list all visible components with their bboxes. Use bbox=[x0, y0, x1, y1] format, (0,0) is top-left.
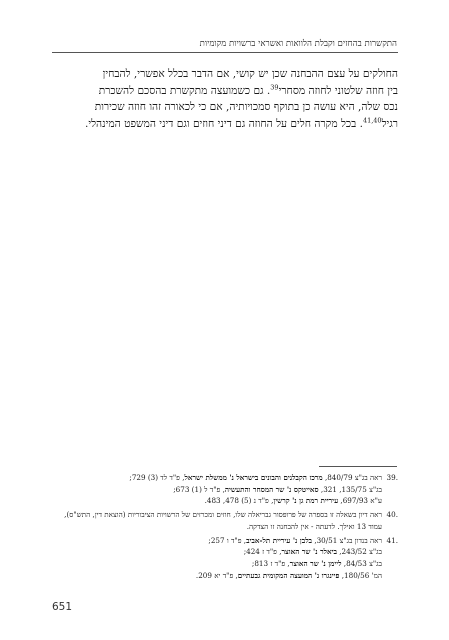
footnote-body bbox=[52, 535, 382, 582]
footnotes-section bbox=[52, 472, 398, 583]
page-number: 651 bbox=[52, 601, 73, 613]
footnote-number: .40 bbox=[386, 510, 398, 520]
citation-text: בג"צ 135/75, 321, bbox=[318, 484, 382, 494]
case-name: סאייטקס נ' שר המסחר והתעשיה bbox=[224, 484, 319, 494]
footnote-line: ראה דיון בשאלה זו בספרה של פרופסור גבריאלה שלו, חוזים ומכרזים של הרשויות הציבוריות (הוצאת דין, התש"ס), עמוד 13 ואילך. לדעתה - אין להבחנה זו הצדקה. bbox=[64, 510, 382, 531]
citation-text: בג"צ 84/53, bbox=[341, 558, 382, 568]
citation-text: , פ"ד נ (5) 478, 483. bbox=[204, 496, 274, 506]
footnote-ref-39: 39 bbox=[270, 83, 279, 92]
body-line-4-text: רגיל bbox=[381, 117, 398, 130]
case-name: ליימן נ' שר האוצר bbox=[289, 558, 342, 568]
citation-text: , פ"ד ל (1) 673; bbox=[173, 484, 225, 494]
footnote-41 bbox=[52, 535, 398, 582]
case-name: עיריית רמת גן נ' קרשין bbox=[273, 496, 339, 506]
citation-text: , פ"ד ז 424; bbox=[243, 547, 282, 557]
case-name: בלבן נ' עיריית תל-אביב bbox=[246, 535, 313, 545]
footnote-line bbox=[52, 495, 382, 507]
citation-text: ע"א 697/93, bbox=[338, 496, 382, 506]
case-name: ביאלר נ' שר האוצר bbox=[281, 547, 337, 557]
case-name: מרכז הקבלנים והבונים בישראל נ' ממשלת ישראל bbox=[184, 473, 323, 482]
citation-text: , פ"ד ו 257; bbox=[208, 535, 247, 545]
citation-text: , פ"ד יא 209. bbox=[195, 570, 238, 580]
body-line-2-cont: . גם כשמועצה מתקשרת בהסכם להשכרת bbox=[98, 84, 271, 97]
body-line-4-cont: . בכל מקרה חלים על החוזה גם דיני חוזים וגם דיני המשפט המינהלי. bbox=[84, 117, 363, 130]
citation-text: , פ"ד ז 813; bbox=[251, 558, 290, 568]
body-line-4 bbox=[52, 116, 398, 133]
body-line-1: החולקים על עצם ההבחנה שכן יש קושי, אם הדבר בכלל אפשרי, להבחין bbox=[102, 68, 398, 80]
body-line-2 bbox=[52, 83, 398, 100]
footnote-line bbox=[52, 570, 382, 582]
footnote-ref-40-41: 41,40 bbox=[362, 116, 382, 125]
footnote-body bbox=[52, 472, 382, 507]
case-name: פיינגרו נ' המועצה המקומית גבעתיים bbox=[237, 570, 340, 580]
citation-text: , פ"ד לד (3) 729; bbox=[129, 473, 185, 482]
body-line-3: נכס שלה, היא עושה כן בתוקף סמכויותיה, אם כי לכאורה זהו חוזה שכירות bbox=[94, 101, 398, 114]
footnote-line bbox=[52, 484, 382, 496]
footnote-body bbox=[52, 509, 382, 532]
footnote-39 bbox=[52, 472, 398, 507]
footnote-divider bbox=[319, 466, 397, 467]
footnote-line bbox=[52, 535, 382, 547]
footnote-line bbox=[52, 472, 382, 484]
footnote-number: .39 bbox=[386, 473, 398, 482]
citation-text: בג"צ 243/52, bbox=[336, 547, 382, 557]
body-line-2-text: בין חוזה שלטוני לחוזה מסחרי bbox=[278, 84, 398, 97]
body-paragraph bbox=[52, 66, 398, 132]
citation-text: ראה בג"צ 840/79, bbox=[322, 473, 382, 482]
running-header: התקשרות בהחזים וקבלת הלוואות ואשראי ברשויות מקומיות bbox=[199, 39, 397, 49]
citation-text: ראה בנדון בג"צ 30/51, bbox=[312, 535, 382, 545]
footnote-line bbox=[52, 546, 382, 558]
footnote-line bbox=[52, 558, 382, 570]
footnote-number: .41 bbox=[386, 535, 398, 545]
header-divider bbox=[52, 52, 398, 53]
footnote-40 bbox=[52, 509, 398, 532]
citation-text: המ' 180/56, bbox=[339, 570, 382, 580]
